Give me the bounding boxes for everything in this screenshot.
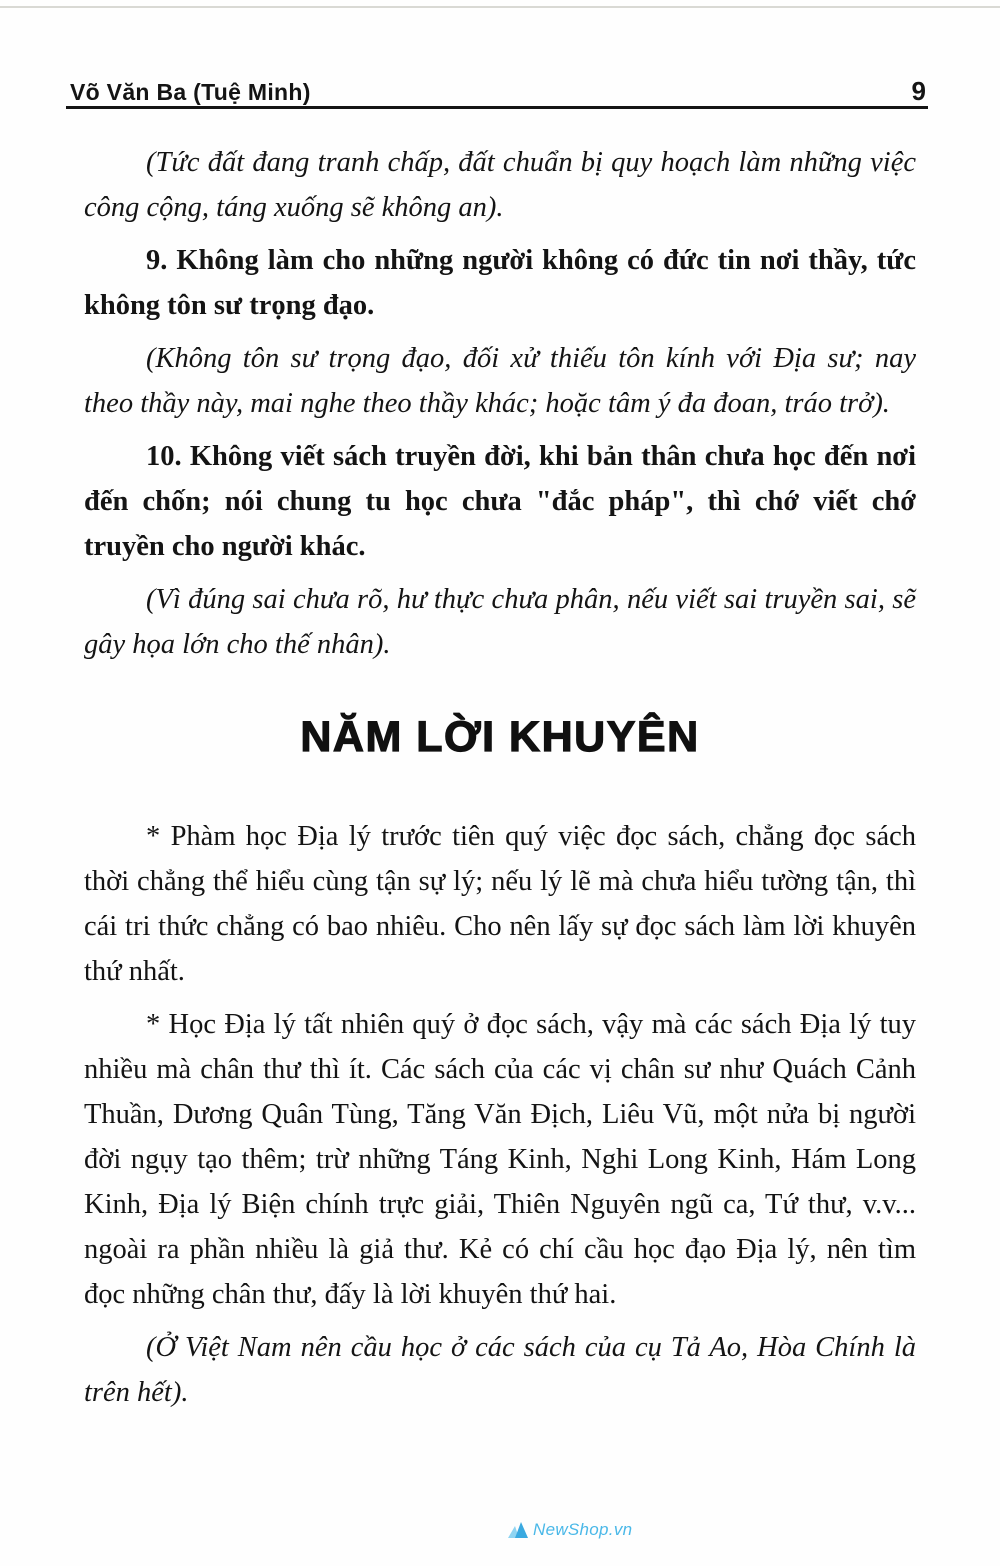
section-heading: NĂM LỜI KHUYÊN — [300, 713, 700, 761]
advice-paragraph-second: * Học Địa lý tất nhiên quý ở đọc sách, vậy mà các sách Địa lý tuy nhiều mà chân thư thì ít. Các sách của các vị chân sư như Quách Cảnh Thuần, Dương Quân Tùng, Tăng Văn Địch, Liêu Vũ, một nửa bị người đời ngụy tạo thêm; trừ những Táng Kinh, Nghi Long Kinh, Hám Long Kinh, Địa lý Biện chính trực giải, Thiên Nguyên ngũ ca, Tứ thư, v.v... ngoài ra phần nhiều là giả thư. Kẻ có chí cầu học đạo Địa lý, nên tìm đọc những chân thư, đấy là lời khuyên thứ hai. — [84, 1009, 916, 1310]
scan-edge-artifact — [0, 6, 1000, 8]
advice-note-vietnam: (Ở Việt Nam nên cầu học ở các sách của cụ Tả Ao, Hòa Chính là trên hết). — [84, 1332, 916, 1408]
running-head-author: Võ Văn Ba (Tuệ Minh) — [70, 79, 311, 105]
commentary-note-respect-teacher: (Không tôn sư trọng đạo, đối xử thiếu tôn kính với Địa sư; nay theo thầy này, mai nghe theo thầy khác; hoặc tâm ý đa đoan, tráo trở). — [84, 343, 916, 419]
newshop-logo-text: NewShop.vn — [533, 1520, 633, 1539]
rule-10-paragraph: 10. Không viết sách truyền đời, khi bản thân chưa học đến nơi đến chốn; nói chung tu học chưa "đắc pháp", thì chớ viết chớ truyền cho người khác. — [84, 441, 916, 562]
page-number: 9 — [911, 76, 926, 106]
newshop-logo-icon — [508, 1522, 528, 1538]
commentary-note-writing-books: (Vì đúng sai chưa rõ, hư thực chưa phân, nếu viết sai truyền sai, sẽ gây họa lớn cho thế nhân). — [84, 584, 916, 660]
publisher-watermark — [508, 1520, 632, 1540]
advice-paragraph-first: * Phàm học Địa lý trước tiên quý việc đọc sách, chẳng đọc sách thời chẳng thể hiểu cùng tận sự lý; nếu lý lẽ mà chưa hiểu tường tận, thì cái tri thức chẳng có bao nhiêu. Cho nên lấy sự đọc sách làm lời khuyên thứ nhất. — [84, 821, 916, 987]
rule-9-paragraph: 9. Không làm cho những người không có đức tin nơi thầy, tức không tôn sư trọng đạo. — [84, 245, 916, 321]
header-rule — [66, 106, 928, 109]
page-content — [84, 140, 916, 1423]
page-header — [70, 76, 926, 107]
commentary-note-land-dispute: (Tức đất đang tranh chấp, đất chuẩn bị quy hoạch làm những việc công cộng, táng xuống sẽ không an). — [84, 147, 916, 223]
